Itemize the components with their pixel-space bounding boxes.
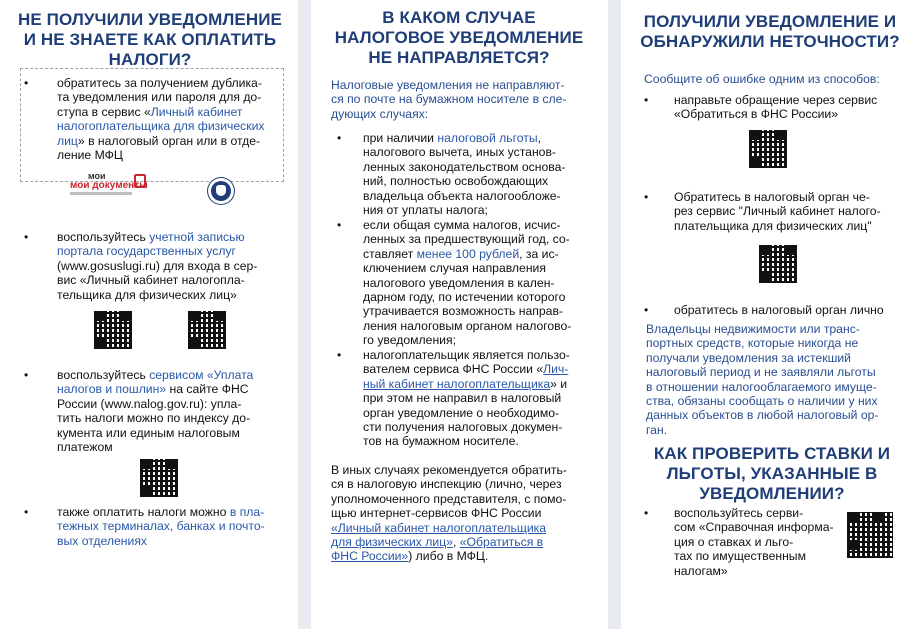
- link-lk-fl[interactable]: Личный кабинет: [150, 104, 243, 119]
- list-item: • обратитесь в налоговый орган лично: [644, 303, 884, 317]
- qr-code-icon[interactable]: [140, 459, 178, 497]
- list-item: • Обратитесь в налоговый орган че- рез сервис "Личный кабинет налого- плательщика для физических лиц": [644, 190, 881, 233]
- column-not-sent: [311, 0, 608, 629]
- intro-paragraph: Налоговые уведомления не направляют- ся по почте на бумажном носителе в сле- дующих случаях:: [331, 78, 567, 121]
- list-item: • если общая сумма налогов, исчис- ленных за предшествующий год, со- ставляет менее 100 рублей, за ис- ключением случая направления налогового уведомления в кален- дарном году, по истечении которого утрачивается возможность направ- ления налоговым органом налогово- го уведомления;: [337, 218, 572, 348]
- outro-paragraph: В иных случаях рекомендуется обратить- ся в налоговую инспекцию (лично, через уполномоченного представителя, с помо- щью интернет-сервисов ФНС России «Личный кабинет налогоплательщика для физических лиц», «Обратиться в ФНС России») либо в МФЦ.: [331, 463, 567, 564]
- list-item: • при наличии налоговой льготы, налогового вычета, иных установ- ленных законодательством основа- ний, полностью освобождающих владельца объекта налогообложе- ния от уплаты налога;: [337, 131, 566, 218]
- mfc-logo-icon: мои мои документы: [70, 172, 150, 198]
- link-lk-fl-outro[interactable]: «Личный кабинет налогоплательщика: [331, 520, 547, 535]
- column-not-received: [0, 0, 298, 629]
- owners-note: Владельцы недвижимости или транс- портных средств, которые никогда не получали уведомления за истекший налоговый период и не заявляли льготы в отношении налогооблагаемого имуще- ства, обязаны сообщать о наличии у них данных объектов в любой налоговый ор- ган.: [646, 322, 879, 437]
- qr-code-icon[interactable]: [94, 311, 132, 349]
- heading-not-sent: В КАКОМ СЛУЧАЕ НАЛОГОВОЕ УВЕДОМЛЕНИЕ НЕ НАПРАВЛЯЕТСЯ?: [334, 8, 584, 67]
- list-item: • обратитесь за получением дублика- та уведомления или пароля для до- ступа в сервис «Личный кабинет налогоплательщика для физических лиц» в налоговый орган или в отде- ление МФЦ: [24, 76, 265, 163]
- list-item: • воспользуйтесь учетной записью портала государственных услуг (www.gosuslugi.ru) для входа в сер- вис «Личный кабинет налогопла- тельщика для физических лиц»: [24, 230, 258, 302]
- list-item: • воспользуйтесь сервисом «Уплата налогов и пошлин» на сайте ФНС России (www.nalog.gov.ru): упла- тить налоги можно по индексу до- кумента или единым налоговым платежом: [24, 368, 254, 455]
- heading-inaccuracies: ПОЛУЧИЛИ УВЕДОМЛЕНИЕ И ОБНАРУЖИЛИ НЕТОЧНОСТИ?: [640, 12, 900, 51]
- link-tax-payment-service[interactable]: сервисом «Уплата: [149, 368, 254, 382]
- heading-check-rates: КАК ПРОВЕРИТЬ СТАВКИ И ЛЬГОТЫ, УКАЗАННЫЕ В УВЕДОМЛЕНИИ?: [653, 444, 891, 503]
- qr-code-icon[interactable]: [188, 311, 226, 349]
- link-lk-taxpayer[interactable]: Лич-: [543, 362, 569, 377]
- heading-not-received: НЕ ПОЛУЧИЛИ УВЕДОМЛЕНИЕ И НЕ ЗНАЕТЕ КАК ОПЛАТИТЬ НАЛОГИ?: [18, 10, 282, 69]
- qr-code-icon[interactable]: [749, 130, 787, 168]
- intro-line: Сообщите об ошибке одним из способов:: [644, 72, 880, 86]
- link-under-100[interactable]: менее 100 рублей: [416, 246, 520, 261]
- fns-emblem-icon: [208, 178, 234, 204]
- list-item: • воспользуйтесь серви- сом «Справочная информа- ция о ставках и льго- тах по имущественным налогам»: [644, 506, 834, 578]
- qr-code-icon[interactable]: [847, 512, 893, 558]
- list-item: • также оплатить налоги можно в пла- тежных терминалах, банках и почто- вых отделениях: [24, 505, 265, 548]
- link-gosuslugi-account[interactable]: учетной записью: [149, 230, 245, 244]
- link-payment-points[interactable]: в пла-: [229, 505, 265, 519]
- link-contact-fns[interactable]: «Обратиться в: [459, 535, 544, 550]
- link-tax-benefit[interactable]: налоговой льготы: [437, 131, 538, 145]
- qr-code-icon[interactable]: [759, 245, 797, 283]
- column-inaccuracies: [621, 0, 917, 629]
- list-item: • налогоплательщик является пользо- вателем сервиса ФНС России «Лич- ный кабинет налогоплательщика» и при этом не направил в налоговый орган уведомление о необходимо- сти получения налоговых докумен- тов на бумажном носителе.: [337, 348, 570, 449]
- list-item: • направьте обращение через сервис «Обратиться в ФНС России»: [644, 93, 878, 122]
